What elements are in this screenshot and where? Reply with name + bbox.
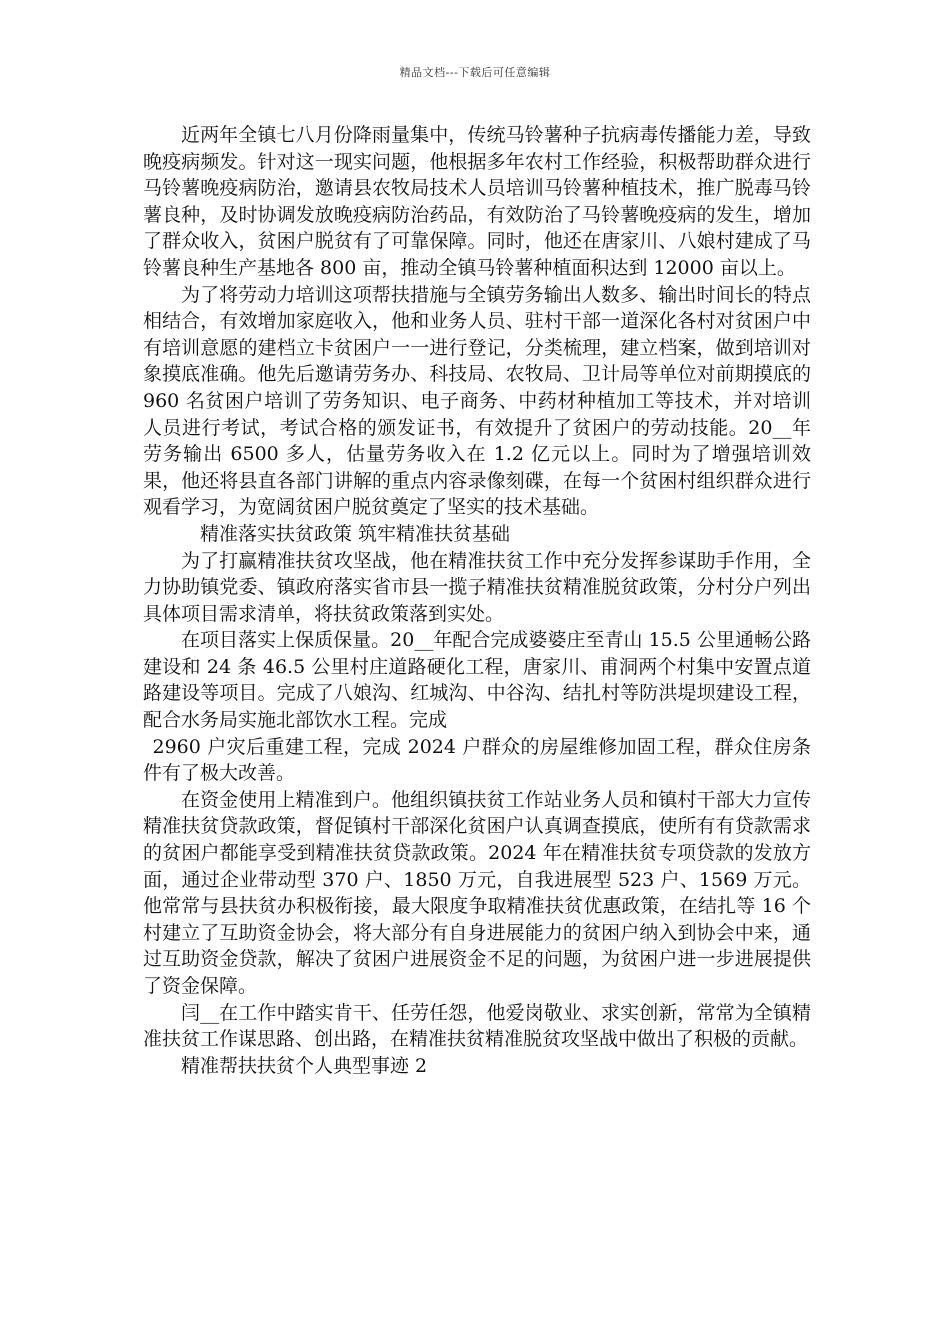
paragraph-conclusion: 闫__在工作中踏实肯干、任劳任怨，他爱岗敬业、求实创新，常常为全镇精准扶贫工作谋思路、创出路，在精准扶贫精准脱贫攻坚战中做出了积极的贡献。 [143,1001,811,1051]
paragraph-funds: 在资金使用上精准到户。他组织镇扶贫工作站业务人员和镇村干部大力宣传精准扶贫贷款政策，督促镇村干部深化贫困户认真调查摸底，使所有有贷款需求的贫困户都能享受到精准扶贫贷款政策。2024 年在精准扶贫专项贷款的发放方面，通过企业带动型 370 户、1850 万元，自我进展型 523 户、1569 万元。他常常与县扶贫办积极衔接，最大限度争取精准扶贫优惠政策，在结扎等 16 个村建立了互助资金协会，将大部分有自身进展能力的贫困户纳入到协会中来，通过互助资金贷款，解决了贫困户进展资金不足的问题，为贫困户进一步进展提供了资金保障。 [143,788,811,997]
paragraph-labor-training: 为了将劳动力培训这项帮扶措施与全镇劳务输出人数多、输出时间长的特点相结合，有效增加家庭收入，他和业务人员、驻村干部一道深化各村对贫困户中有培训意愿的建档立卡贫困户一一进行登记，分类梳理，建立档案，做到培训对象摸底准确。他先后邀请劳务办、科技局、农牧局、卫计局等单位对前期摸底的 960 名贫困户培训了劳务知识、电子商务、中药材种植加工等技术，并对培训人员进行考试，考试合格的颁发证书，有效提升了贫困户的劳动技能。20__年劳务输出 6500 多人，估量劳务收入在 1.2 亿元以上。同时为了增强培训效果，他还将县直各部门讲解的重点内容录像刻碟，在每一个贫困村组织群众进行观看学习，为宽阔贫困户脱贫奠定了坚实的技术基础。 [143,283,811,519]
document-body [143,122,811,1079]
page-header: 精品文档---下载后可任意编辑 [399,66,551,79]
paragraph-policy-intro: 为了打赢精准扶贫攻坚战，他在精准扶贫工作中充分发挥参谋助手作用，全力协助镇党委、镇政府落实省市县一揽子精准扶贫精准脱贫政策，分村分户列出具体项目需求清单，将扶贫政策落到实处。 [143,549,811,625]
paragraph-reconstruction: 2960 户灾后重建工程，完成 2024 户群众的房屋维修加固工程，群众住房条件有了极大改善。 [143,735,811,785]
paragraph-project-quality: 在项目落实上保质保量。20__年配合完成婆婆庄至青山 15.5 公里通畅公路建设和 24 条 46.5 公里村庄道路硬化工程，唐家川、甫洞两个村集中安置点道路建设等项目。完成了八娘沟、红城沟、中谷沟、结扎村等防洪堤坝建设工程，配合水务局实施北部饮水工程。完成 [143,629,811,732]
paragraph-potato-disease: 近两年全镇七八月份降雨量集中，传统马铃薯种子抗病毒传播能力差，导致晚疫病频发。针对这一现实问题，他根据多年农村工作经验，积极帮助群众进行马铃薯晚疫病防治，邀请县农牧局技术人员培训马铃薯种植技术，推广脱毒马铃薯良种，及时协调发放晚疫病防治药品，有效防治了马铃薯晚疫病的发生，增加了群众收入，贫困户脱贫有了可靠保障。同时，他还在唐家川、八娘村建成了马铃薯良种生产基地各 800 亩，推动全镇马铃薯种植面积达到 12000 亩以上。 [143,124,811,279]
section-heading-policy: 精准落实扶贫政策 筑牢精准扶贫基础 [200,522,511,545]
section-heading-next: 精准帮扶扶贫个人典型事迹 2 [181,1054,428,1077]
